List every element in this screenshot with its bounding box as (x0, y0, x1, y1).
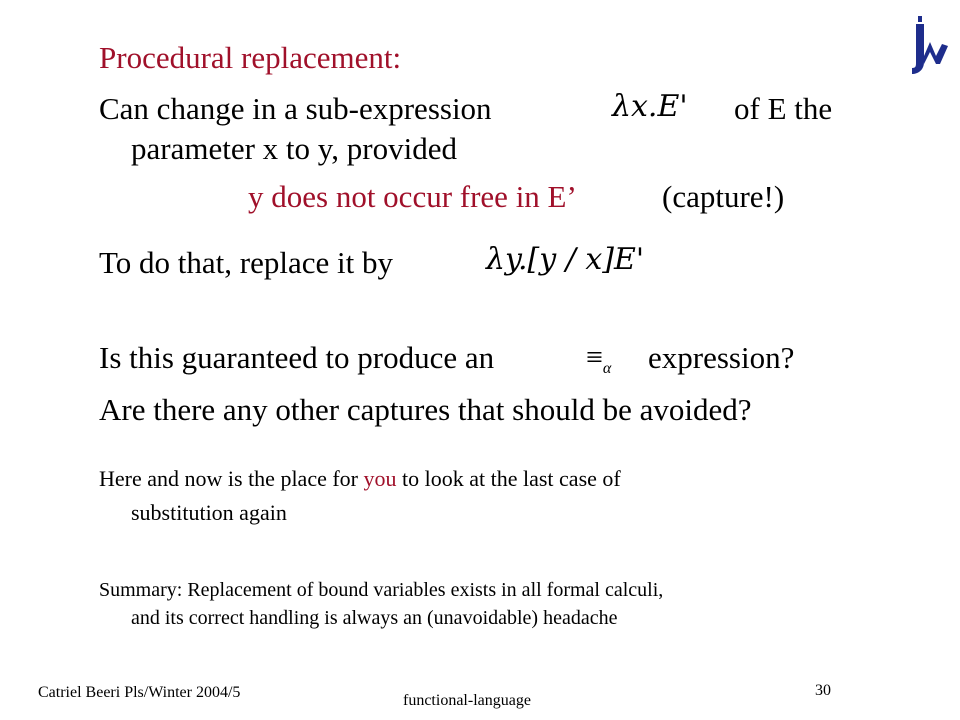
text-line-7-start: Here and now is the place for (99, 466, 359, 491)
alpha-subscript: α (602, 360, 612, 377)
text-line-6: Are there any other captures that should be avoided? (99, 392, 752, 427)
equiv-sign: ≡ (586, 341, 603, 374)
text-line-2: parameter x to y, provided (131, 131, 457, 166)
summary-line-1: Summary: Replacement of bound variables exists in all formal calculi, (99, 579, 664, 601)
text-line-1-start: Can change in a sub-expression (99, 91, 492, 126)
text-line-7 (99, 466, 621, 492)
summary-line-2: and its correct handling is always an (unavoidable) headache (131, 607, 618, 629)
university-logo-icon (908, 14, 948, 80)
text-line-1-end: of E the (734, 91, 833, 126)
page-number: 30 (815, 682, 831, 699)
lambda-expression-1: λx.E' (612, 89, 688, 124)
text-line-5-start: Is this guaranteed to produce an (99, 340, 495, 375)
alpha-equivalence-symbol (586, 340, 611, 387)
text-line-7-emphasis: you (363, 466, 397, 491)
slide-heading: Procedural replacement: (99, 40, 402, 75)
text-line-5-end: expression? (648, 340, 795, 375)
text-line-8: substitution again (131, 500, 287, 525)
text-line-4: To do that, replace it by (99, 245, 393, 280)
text-line-7-end: to look at the last case of (402, 466, 621, 491)
footer-topic: functional-language (403, 692, 531, 709)
lambda-expression-2: λy.[y / x]E' (486, 242, 645, 277)
footer-author: Catriel Beeri Pls/Winter 2004/5 (38, 684, 241, 701)
capture-note: (capture!) (662, 179, 785, 214)
capture-condition: y does not occur free in E’ (248, 179, 577, 214)
